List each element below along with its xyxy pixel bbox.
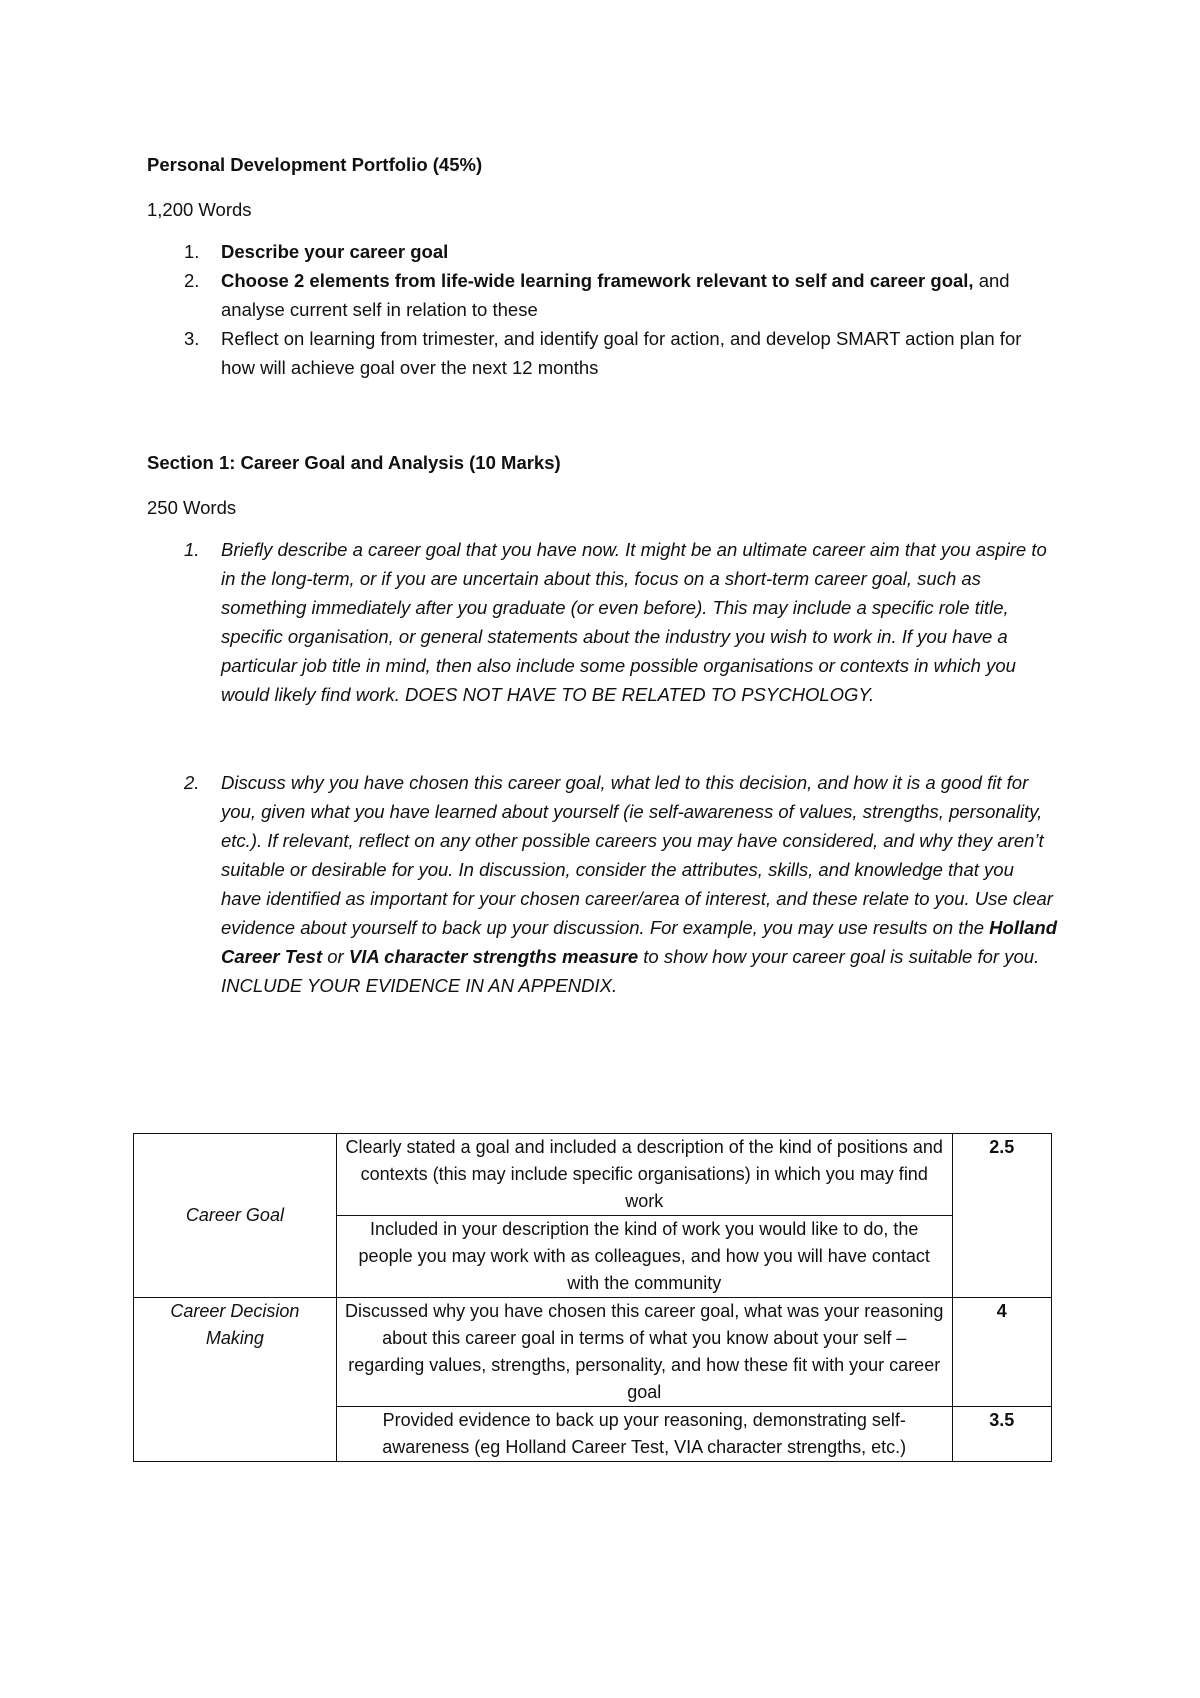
question-emphasis: VIA character strengths measure [348, 946, 639, 967]
question-text [221, 772, 1057, 996]
document-body [147, 150, 1057, 1000]
question-text-part: Discuss why you have chosen this career goal, what led to this decision, and how it is a good fit for you, given what you have learned about yourself (ie self-awareness of values, strengths, personality, etc.). If relevant, reflect on any other possible careers you may have considered, and why they aren’t suitable or desirable for you. In discussion, consider the attributes, skills, and knowledge that you have identified as important for your chosen career/area of interest, and these relate to you. Use clear evidence about yourself to back up your discussion. For example, you may use results on the [221, 772, 1053, 938]
criterion-cell: Career Goal [134, 1134, 337, 1298]
overview-item-text: and analyse current self in relation to these [221, 270, 1010, 320]
overview-list [147, 237, 1057, 382]
question-item [147, 535, 1057, 709]
descriptor-cell: Provided evidence to back up your reasoning, demonstrating self-awareness (eg Holland Career Test, VIA character strengths, etc.) [336, 1407, 952, 1462]
list-number: 1. [184, 539, 200, 560]
overview-item [147, 237, 1057, 266]
mark-cell: 4 [952, 1298, 1051, 1407]
overview-item-bold: Describe your career goal [221, 241, 449, 262]
descriptor-cell: Clearly stated a goal and included a description of the kind of positions and contexts (this may include specific organisations) in which you may find work [336, 1134, 952, 1216]
descriptor-cell: Included in your description the kind of work you would like to do, the people you may work with as colleagues, and how you will have contact with the community [336, 1216, 952, 1298]
criterion-cell: Career Decision Making [134, 1298, 337, 1462]
table-row [134, 1298, 1052, 1407]
question-text-part: to show how your career goal is suitable for you. INCLUDE YOUR EVIDENCE IN AN APPENDIX. [221, 946, 1040, 996]
list-number: 2. [184, 270, 200, 291]
mark-cell: 2.5 [952, 1134, 1051, 1298]
list-number: 1. [184, 241, 200, 262]
overview-item-text: Reflect on learning from trimester, and identify goal for action, and develop SMART action plan for how will achieve goal over the next 12 months [221, 328, 1022, 378]
section-word-count: 250 Words [147, 497, 237, 518]
question-text: Briefly describe a career goal that you have now. It might be an ultimate career aim that you aspire to in the long-term, or if you are uncertain about this, focus on a short-term career goal, such as something immediately after you graduate (or even before). This may include a specific role title, specific organisation, or general statements about the industry you wish to work in. If you have a particular job title in mind, then also include some possible organisations or contexts in which you would likely find work. DOES NOT HAVE TO BE RELATED TO PSYCHOLOGY. [221, 539, 1047, 705]
marking-rubric-table [133, 1133, 1052, 1462]
document-title: Personal Development Portfolio (45%) [147, 154, 483, 175]
descriptor-cell: Discussed why you have chosen this career goal, what was your reasoning about this career goal in terms of what you know about your self – regarding values, strengths, personality, and how these fit with your career goal [336, 1298, 952, 1407]
overview-item [147, 266, 1057, 324]
question-text-part: or [322, 946, 349, 967]
overview-item-bold: Choose 2 elements from life-wide learning framework relevant to self and career goal, [221, 270, 974, 291]
question-list [147, 535, 1057, 1000]
list-number: 3. [184, 328, 200, 349]
total-word-count: 1,200 Words [147, 199, 252, 220]
question-emphasis: Holland Career Test [221, 917, 1058, 967]
mark-cell: 3.5 [952, 1407, 1051, 1462]
table-row [134, 1134, 1052, 1216]
list-number: 2. [184, 772, 200, 793]
overview-item [147, 324, 1057, 382]
section-title: Section 1: Career Goal and Analysis (10 Marks) [147, 452, 561, 473]
question-item [147, 768, 1057, 1000]
